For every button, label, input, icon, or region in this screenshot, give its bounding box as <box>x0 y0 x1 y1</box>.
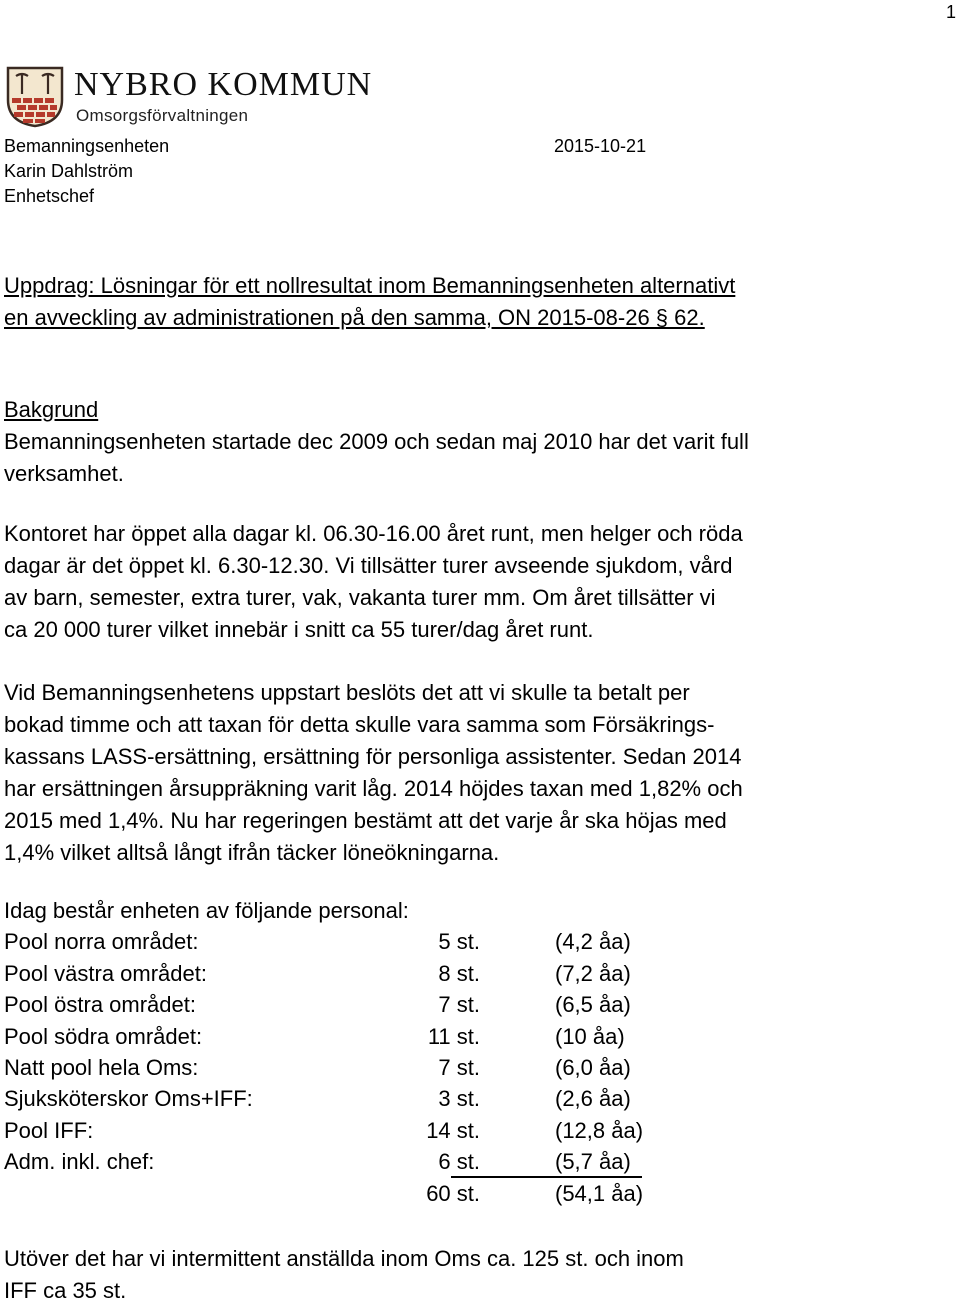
background-section <box>4 394 749 490</box>
staff-label: Pool norra området: <box>4 929 199 955</box>
staff-count: 11 st. <box>427 1023 480 1049</box>
staff-count: 6 st. <box>438 1149 480 1175</box>
staff-fte: (7,2 åa) <box>555 960 631 986</box>
paragraph-office-hours <box>4 518 743 646</box>
table-row <box>4 1055 904 1086</box>
paragraph-line: verksamhet. <box>4 461 124 486</box>
staff-count: 7 st. <box>438 1054 480 1080</box>
staff-count: 8 st. <box>438 960 480 986</box>
logo-subtitle: Omsorgsförvaltningen <box>76 106 249 125</box>
staff-label: Sjuksköterskor Oms+IFF: <box>4 1086 253 1112</box>
logo <box>4 64 376 128</box>
paragraph-line: dagar är det öppet kl. 6.30-12.30. Vi tillsätter turer avseende sjukdom, vård <box>4 553 733 578</box>
staff-label: Natt pool hela Oms: <box>4 1054 199 1080</box>
staff-label: Adm. inkl. chef: <box>4 1149 155 1175</box>
table-row <box>4 992 904 1023</box>
staff-count: 14 st. <box>426 1117 480 1143</box>
staff-count: 5 st. <box>438 929 480 955</box>
subject <box>4 270 904 334</box>
staff-count: 7 st. <box>438 992 480 1018</box>
table-row <box>4 1024 904 1055</box>
subject-line: Uppdrag: Lösningar för ett nollresultat inom Bemanningsenheten alternativt <box>4 273 736 298</box>
logo-title: NYBRO KOMMUN <box>74 66 373 103</box>
sender-unit: Bemanningsenheten <box>4 136 170 156</box>
paragraph-line: Bemanningsenheten startade dec 2009 och sedan maj 2010 har det varit full <box>4 429 749 454</box>
paragraph-line: Vid Bemanningsenhetens uppstart beslöts det att vi skulle ta betalt per <box>4 680 690 705</box>
paragraph-line: Kontoret har öppet alla dagar kl. 06.30-16.00 året runt, men helger och röda <box>4 521 743 546</box>
staff-fte: (5,7 åa) <box>555 1149 631 1175</box>
paragraph-tariff <box>4 677 743 869</box>
page-number: 1 <box>945 2 956 22</box>
subject-line: en avveckling av administrationen på den samma, ON 2015-08-26 § 62. <box>4 305 705 330</box>
sender-name: Karin Dahlström <box>4 161 134 181</box>
paragraph-line: 2015 med 1,4%. Nu har regeringen bestämt att det varje år ska höjas med <box>4 808 727 833</box>
staff-total-count: 60 st. <box>426 1180 480 1206</box>
staff-label: Pool östra området: <box>4 992 196 1018</box>
staff-fte: (6,0 åa) <box>555 1054 631 1080</box>
table-row <box>4 929 904 960</box>
paragraph-line: Utöver det har vi intermittent anställda inom Oms ca. 125 st. och inom <box>4 1246 684 1271</box>
staff-count: 3 st. <box>438 1086 480 1112</box>
staff-intro <box>4 898 904 929</box>
staff-label: Pool västra området: <box>4 960 207 986</box>
staff-fte: (4,2 åa) <box>555 929 631 955</box>
staff-fte: (10 åa) <box>555 1023 625 1049</box>
table-row <box>4 961 904 992</box>
staff-intro-text: Idag består enheten av följande personal: <box>4 898 409 923</box>
paragraph-line: av barn, semester, extra turer, vak, vakanta turer mm. Om året tillsätter vi <box>4 585 716 610</box>
sender-block <box>4 134 169 209</box>
footer-paragraph <box>4 1243 684 1307</box>
staff-label: Pool IFF: <box>4 1117 94 1143</box>
staff-table <box>4 898 904 1212</box>
sender-role: Enhetschef <box>4 186 95 206</box>
paragraph-line: har ersättningen årsuppräkning varit låg. 2014 höjdes taxan med 1,82% och <box>4 776 743 801</box>
paragraph-line: IFF ca 35 st. <box>4 1278 127 1303</box>
table-total-row <box>4 1181 904 1212</box>
municipal-emblem-icon <box>4 64 66 128</box>
paragraph-line: bokad timme och att taxan för detta skulle vara samma som Försäkrings- <box>4 712 715 737</box>
staff-fte: (2,6 åa) <box>555 1086 631 1112</box>
sum-divider <box>451 1176 642 1178</box>
staff-total-fte: (54,1 åa) <box>555 1180 644 1206</box>
paragraph-line: kassans LASS-ersättning, ersättning för personliga assistenter. Sedan 2014 <box>4 744 742 769</box>
staff-fte: (12,8 åa) <box>555 1117 644 1143</box>
table-row <box>4 1118 904 1149</box>
paragraph-line: ca 20 000 turer vilket innebär i snitt ca 55 turer/dag året runt. <box>4 617 594 642</box>
staff-label: Pool södra området: <box>4 1023 203 1049</box>
paragraph-line: 1,4% vilket alltså långt ifrån täcker löneökningarna. <box>4 840 500 865</box>
document-date: 2015-10-21 <box>554 136 647 156</box>
table-row <box>4 1086 904 1117</box>
staff-fte: (6,5 åa) <box>555 992 631 1018</box>
section-heading: Bakgrund <box>4 397 99 422</box>
